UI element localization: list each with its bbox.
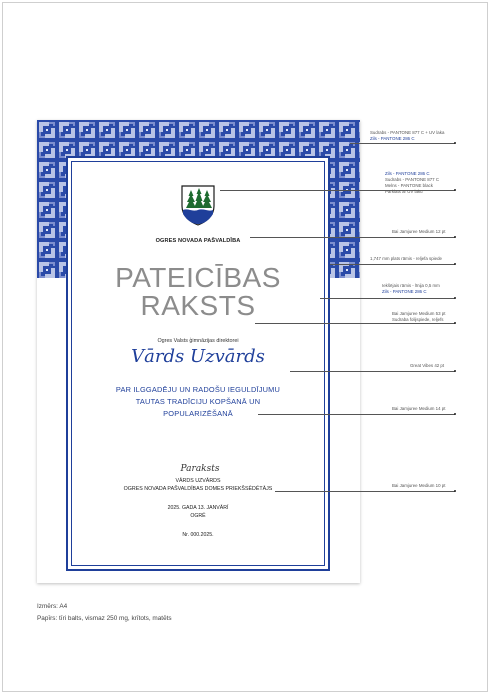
footer-size: Izmērs: A4 — [37, 603, 68, 610]
annotation-inner-frame: Iekšējais rāmis - līnija 0,5 mm Zils - PANTONE 286 C — [382, 283, 440, 294]
reason-line-3: POPULARIZĒŠANĀ — [163, 409, 233, 418]
signature-text: Paraksts — [180, 464, 220, 474]
title-line-2: RAKSTS — [140, 290, 256, 321]
date-block — [68, 504, 328, 520]
reason-line-1: PAR ILGGADĒJU UN RADOŠU IEGULDĪJUMU — [115, 385, 281, 394]
annotation-name-font: Great Vibes 42 pt — [410, 363, 445, 368]
organization-name: OGRES NOVADA PAŠVALDĪBA — [155, 238, 241, 244]
annotation-line — [255, 323, 455, 324]
annotation-line — [290, 371, 455, 372]
annotation-title-font: Bai Jamjuree Medium 53 pt Sudraba folijspiede, reljefs — [392, 311, 446, 322]
annotation-line — [350, 143, 455, 144]
annotation-line — [330, 264, 455, 265]
outer-frame — [66, 156, 330, 571]
signer-name: VĀRDS UZVĀRDS — [175, 478, 221, 484]
annotation-dot — [454, 236, 456, 238]
reason-line-2: TAUTAS TRADĪCIJU KOPŠANĀ UN — [135, 397, 261, 406]
annotation-pattern: Sudrabs - PANTONE 877 C + UV laka Zils - PANTONE 286 C — [370, 130, 445, 141]
annotation-frame: 1,747 mm plats rāmis - reljefa spiede — [370, 256, 442, 261]
recipient-name: Vārds Uzvārds — [131, 346, 265, 367]
annotation-org-font: Bai Jamjuree Medium 12 pt — [392, 229, 446, 234]
annotation-signer-font: Bai Jamjuree Medium 10 pt — [392, 483, 446, 488]
annotation-line — [250, 237, 455, 238]
signer-title: OGRES NOVADA PAŠVALDĪBAS DOMES PRIEKŠSĒDĒTĀJS — [123, 486, 273, 492]
annotation-crest: Zils - PANTONE 286 C Sudrabs - PANTONE 877 C Melns - PANTONE black Parklāts ar UV laku — [385, 171, 440, 194]
issue-date: 2025. GADA 13. JANVĀRĪ — [167, 505, 229, 511]
annotation-line — [258, 414, 455, 415]
annotation-dot — [454, 263, 456, 265]
footer-paper: Papīrs: tīri balts, vismaz 250 mg, krītots, matēts — [37, 615, 172, 622]
annotation-reason-font: Bai Jamjuree Medium 14 pt — [392, 406, 446, 411]
annotation-line — [320, 298, 455, 299]
annotation-dot — [454, 297, 456, 299]
certificate-number: Nr. 000.2025. — [182, 532, 214, 538]
title-line-1: PATEICĪBAS — [115, 262, 281, 293]
annotation-dot — [454, 413, 456, 415]
recipient-role: Ogres Valsts ģimnāzijas direktorei — [157, 338, 239, 344]
annotation-dot — [454, 142, 456, 144]
annotation-dot — [454, 490, 456, 492]
annotation-line — [275, 491, 455, 492]
signature — [180, 458, 220, 476]
annotation-dot — [454, 370, 456, 372]
annotation-dot — [454, 189, 456, 191]
annotation-dot — [454, 322, 456, 324]
coat-of-arms-icon — [180, 184, 216, 226]
issue-place: OGRĒ — [190, 513, 206, 519]
